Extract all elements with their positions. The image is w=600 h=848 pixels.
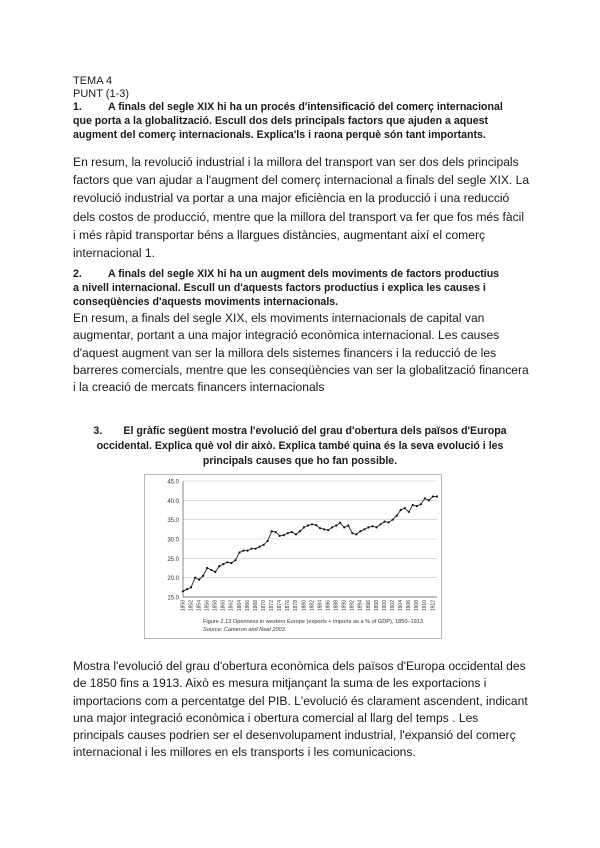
- y-tick-label: 35.0: [167, 518, 179, 525]
- data-point: [335, 524, 337, 526]
- data-point: [359, 530, 361, 532]
- x-tick-label: 1870: [260, 600, 267, 612]
- y-tick-label: 40.0: [167, 498, 179, 505]
- data-point: [343, 526, 345, 528]
- data-point: [279, 535, 281, 537]
- data-point: [250, 548, 252, 550]
- data-point: [331, 526, 333, 528]
- openness-line-chart: [145, 475, 441, 638]
- answer-line: importacions com a percentatge del PIB. L'evolució és clarament ascendent, indicant: [73, 693, 528, 708]
- series-line-openness: [183, 497, 437, 592]
- question-line: a nivell internacional. Escull un d'aquests factors productius i explica les causes i: [73, 282, 486, 295]
- y-tick-label: 15.0: [167, 595, 179, 602]
- x-tick-label: 1878: [293, 600, 300, 612]
- data-point: [367, 526, 369, 528]
- data-point: [428, 499, 430, 501]
- answer-line: i més ràpid transportar béns a llargues distàncies, augmentant així el comerç: [73, 227, 486, 242]
- x-tick-label: 1858: [212, 600, 219, 612]
- data-point: [275, 531, 277, 533]
- answer-1: [73, 153, 563, 262]
- x-tick-label: 1894: [357, 600, 364, 612]
- data-point: [307, 524, 309, 526]
- answer-line: d'aquest augment van ser la millora dels sistemes financers i la reducció de les: [73, 345, 497, 360]
- data-point: [194, 577, 196, 579]
- x-tick-label: 1882: [309, 600, 316, 612]
- x-tick-label: 1908: [414, 600, 421, 612]
- data-point: [363, 528, 365, 530]
- x-tick-label: 1886: [325, 600, 332, 612]
- data-point: [226, 561, 228, 563]
- x-tick-label: 1856: [204, 600, 211, 612]
- answer-line: factors que van ajudar a l'augment del comerç internacional a finals del segle XIX. La: [73, 173, 530, 188]
- data-point: [186, 588, 188, 590]
- data-point: [299, 530, 301, 532]
- data-point: [291, 531, 293, 533]
- data-point: [436, 495, 438, 497]
- answer-2: [73, 310, 563, 396]
- x-tick-label: 1854: [196, 600, 203, 612]
- x-tick-label: 1874: [277, 600, 284, 612]
- data-point: [259, 546, 261, 548]
- data-point: [246, 550, 248, 552]
- data-point: [323, 528, 325, 530]
- data-point: [424, 497, 426, 499]
- chart-caption: Figure 2.13 Openness in western Europe (exports + imports as a % of GDP), 1850–1913.: [203, 619, 425, 625]
- question-line: 1. A finals del segle XIX hi ha un procés d'intensificació del comerç internacional: [73, 101, 503, 113]
- data-point: [202, 575, 204, 577]
- x-tick-label: 1906: [406, 600, 413, 612]
- data-point: [271, 530, 273, 532]
- answer-line: principals causes podrien ser el desenvolupament industrial, l'expansió del comerç: [73, 728, 516, 743]
- y-tick-label: 20.0: [167, 576, 179, 583]
- x-tick-label: 1876: [285, 600, 292, 612]
- answer-line: una major integració econòmica i obertura comercial al llarg del temps . Les: [73, 710, 479, 725]
- question-line: 3. El gràfic següent mostra l'evolució del grau d'obertura dels països d'Europa: [93, 425, 507, 437]
- data-point: [311, 523, 313, 525]
- x-tick-label: 1852: [188, 600, 195, 612]
- data-point: [383, 521, 385, 523]
- data-point: [303, 526, 305, 528]
- data-point: [327, 529, 329, 531]
- x-tick-label: 1902: [389, 600, 396, 612]
- question-number: 1.: [73, 101, 82, 113]
- data-point: [254, 548, 256, 550]
- data-point: [416, 505, 418, 507]
- data-point: [242, 550, 244, 552]
- x-tick-label: 1898: [373, 600, 380, 612]
- x-tick-label: 1880: [301, 600, 308, 612]
- data-point: [404, 507, 406, 509]
- question-2: [73, 267, 553, 310]
- data-point: [230, 562, 232, 564]
- data-point: [190, 586, 192, 588]
- question-number: 3.: [93, 425, 103, 437]
- x-tick-label: 1884: [317, 600, 324, 612]
- question-line: que porta a la globalització. Escull dos dels principals factors que ajuden a aquest: [73, 115, 489, 128]
- question-line: principals causes que ho fan possible.: [202, 455, 398, 467]
- x-tick-label: 1860: [220, 600, 227, 612]
- y-tick-label: 30.0: [167, 537, 179, 544]
- punt-label: PUNT (1-3): [73, 88, 130, 100]
- y-tick-label: 45.0: [167, 479, 179, 486]
- data-point: [214, 571, 216, 573]
- x-tick-label: 1850: [180, 600, 187, 612]
- tema-label: TEMA 4: [73, 75, 113, 87]
- data-point: [218, 565, 220, 567]
- question-3: [60, 424, 540, 469]
- data-point: [315, 524, 317, 526]
- x-tick-label: 1862: [228, 600, 235, 612]
- data-point: [295, 533, 297, 535]
- x-tick-label: 1890: [341, 600, 348, 612]
- chart-source: Source: Cameron and Neal 2003.: [203, 627, 287, 633]
- answer-line: dels costos de producció, mentre que la millora del transport va fer que fos més fàcil: [73, 209, 525, 224]
- question-line: 2. A finals del segle XIX hi ha un augment dels moviments de factors productius: [73, 268, 500, 280]
- data-point: [319, 527, 321, 529]
- data-point: [283, 534, 285, 536]
- data-point: [339, 522, 341, 524]
- answer-line: barreres comercials, mentre que les conseqüències van ser la globalització financera: [73, 362, 529, 377]
- data-point: [234, 559, 236, 561]
- answer-line: internacional 1.: [73, 246, 156, 261]
- x-tick-label: 1892: [349, 600, 356, 612]
- openness-chart-figure: [144, 474, 442, 639]
- x-tick-label: 1868: [252, 600, 259, 612]
- data-point: [400, 509, 402, 511]
- data-point: [198, 579, 200, 581]
- y-tick-label: 25.0: [167, 556, 179, 563]
- answer-line: En resum, a finals del segle XIX, els moviments internacionals de capital van: [73, 311, 485, 325]
- x-tick-label: 1904: [398, 600, 405, 612]
- data-point: [420, 503, 422, 505]
- data-point: [351, 532, 353, 534]
- question-line: occidental. Explica què vol dir això. Explica també quina és la seva evolució i les: [96, 440, 504, 452]
- data-point: [222, 563, 224, 565]
- question-line: augment del comerç internacionals. Explica'ls i raona perquè són tant importants.: [73, 129, 486, 142]
- x-tick-label: 1866: [244, 600, 251, 612]
- data-point: [396, 515, 398, 517]
- data-point: [408, 511, 410, 513]
- answer-3: [73, 658, 573, 762]
- x-tick-label: 1910: [422, 600, 429, 612]
- data-point: [412, 504, 414, 506]
- answer-line: Mostra l'evolució del grau d'obertura econòmica dels països d'Europa occidental des: [73, 659, 526, 673]
- answer-line: i la creació de mercats financers internacionals: [73, 380, 325, 395]
- x-tick-label: 1888: [333, 600, 340, 612]
- data-point: [182, 590, 184, 592]
- data-point: [238, 551, 240, 553]
- data-point: [263, 544, 265, 546]
- data-point: [432, 495, 434, 497]
- x-tick-label: 1864: [236, 600, 243, 612]
- data-point: [210, 569, 212, 571]
- data-point: [347, 524, 349, 526]
- data-point: [388, 521, 390, 523]
- data-point: [267, 540, 269, 542]
- data-point: [206, 567, 208, 569]
- x-tick-label: 1912: [430, 600, 437, 612]
- question-line: conseqüències d'aquests moviments internacionals.: [73, 296, 339, 309]
- x-tick-label: 1896: [365, 600, 372, 612]
- data-point: [379, 523, 381, 525]
- data-point: [371, 525, 373, 527]
- data-point: [392, 519, 394, 521]
- x-tick-label: 1900: [381, 600, 388, 612]
- answer-line: En resum, la revolució industrial i la millora del transport van ser dos dels principals: [73, 155, 519, 169]
- answer-line: augmentar, portant a una major integració econòmica internacional. Les causes: [73, 328, 500, 343]
- data-point: [375, 526, 377, 528]
- question-1: [73, 100, 553, 143]
- data-point: [287, 532, 289, 534]
- answer-line: internacional i les millores en els transports i les comunicacions.: [73, 745, 416, 760]
- answer-line: de 1850 fins a 1913. Això es mesura mitjançant la suma de les exportacions i: [73, 676, 487, 691]
- question-number: 2.: [73, 268, 82, 280]
- x-tick-label: 1872: [269, 600, 276, 612]
- answer-line: revolució industrial va portar a una major eficiència en la producció i una reducció: [73, 191, 510, 206]
- data-point: [355, 533, 357, 535]
